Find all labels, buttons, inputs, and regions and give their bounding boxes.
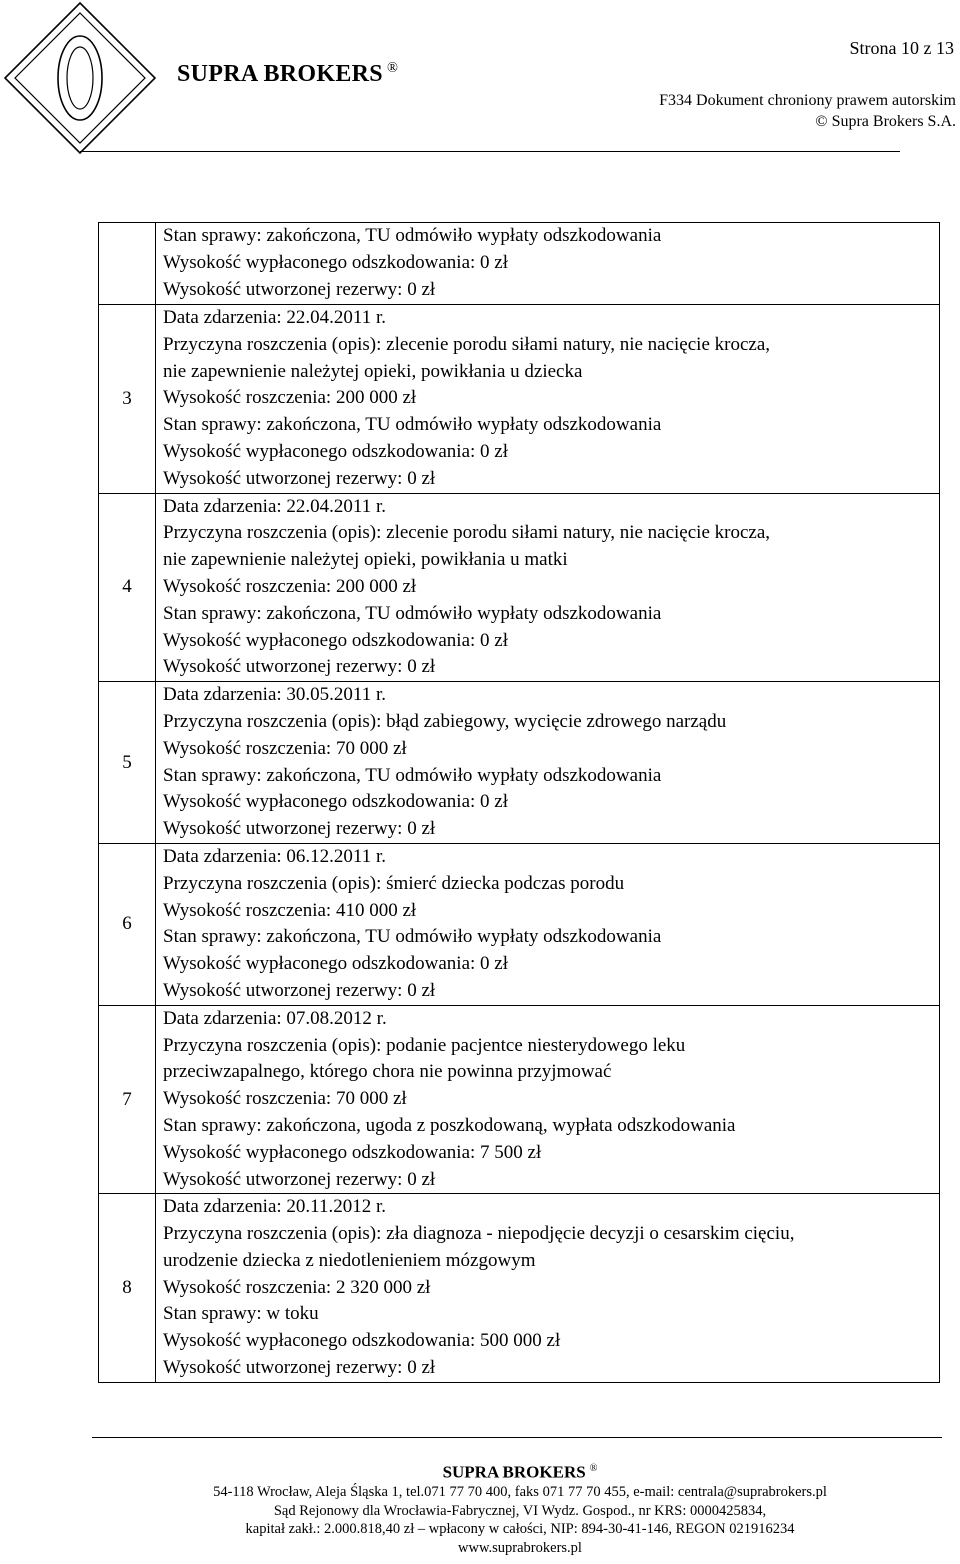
table-row <box>99 843 940 1005</box>
claim-detail-line: Przyczyna roszczenia (opis): zlecenie porodu siłami natury, nie nacięcie krocza, <box>163 522 771 544</box>
claim-number-cell: 4 <box>99 493 156 682</box>
page-number: Strona 10 z 13 <box>849 38 954 58</box>
claim-detail-line: Wysokość roszczenia: 200 000 zł <box>163 387 417 409</box>
claim-detail-line: Wysokość wypłaconego odszkodowania: 0 zł <box>163 791 508 813</box>
claim-detail-line: Wysokość roszczenia: 70 000 zł <box>163 737 407 759</box>
footer-divider <box>92 1437 942 1438</box>
footer-court: Sąd Rejonowy dla Wrocławia-Fabrycznej, VI Wydz. Gospod., nr KRS: 0000425834, <box>273 1502 767 1519</box>
claim-details-cell <box>156 682 940 844</box>
claim-detail-line: Wysokość utworzonej rezerwy: 0 zł <box>163 1357 436 1379</box>
header-divider <box>80 151 900 152</box>
claim-detail-line: Wysokość wypłaconego odszkodowania: 0 zł <box>163 629 508 651</box>
claim-detail-line: Wysokość utworzonej rezerwy: 0 zł <box>163 979 436 1001</box>
claim-detail-line: Wysokość utworzonej rezerwy: 0 zł <box>163 656 436 678</box>
claim-detail-line: Stan sprawy: zakończona, TU odmówiło wypłaty odszkodowania <box>163 764 662 786</box>
claim-detail-line: Stan sprawy: zakończona, TU odmówiło wypłaty odszkodowania <box>163 414 662 436</box>
claim-number-cell: 6 <box>99 843 156 1005</box>
footer-brand: SUPRA BROKERS ® <box>442 1462 598 1482</box>
claim-details-cell <box>156 223 940 305</box>
notice-line-1: F334 Dokument chroniony prawem autorskim <box>659 92 956 109</box>
claim-detail-line: Stan sprawy: zakończona, TU odmówiło wypłaty odszkodowania <box>163 225 662 247</box>
footer-address: 54-118 Wrocław, Aleja Śląska 1, tel.071 77 70 400, faks 071 77 70 455, e-mail: centrala@suprabrokers.pl <box>213 1484 827 1501</box>
claim-detail-line: Data zdarzenia: 07.08.2012 r. <box>163 1007 387 1029</box>
claim-detail-line: Wysokość wypłaconego odszkodowania: 500 000 zł <box>163 1330 561 1352</box>
claim-detail-line: Wysokość roszczenia: 410 000 zł <box>163 899 417 921</box>
claim-detail-line: Wysokość utworzonej rezerwy: 0 zł <box>163 1168 436 1190</box>
claim-detail-line: Wysokość wypłaconego odszkodowania: 7 500 zł <box>163 1141 542 1163</box>
footer <box>0 1460 960 1557</box>
supra-brokers-logo-icon <box>0 0 160 160</box>
table-row <box>99 682 940 844</box>
header-brand: SUPRA BROKERS ® <box>177 60 399 87</box>
claim-detail-line: Wysokość wypłaconego odszkodowania: 0 zł <box>163 252 508 274</box>
claim-detail-line: Przyczyna roszczenia (opis): podanie pacjentce niesterydowego leku <box>163 1034 686 1056</box>
claims-table <box>98 222 940 1383</box>
claim-detail-line: Data zdarzenia: 06.12.2011 r. <box>163 845 386 867</box>
claim-detail-line: Stan sprawy: zakończona, TU odmówiło wypłaty odszkodowania <box>163 602 662 624</box>
claim-number-cell: 3 <box>99 305 156 494</box>
claim-number-cell: 7 <box>99 1005 156 1194</box>
claim-detail-line: Przyczyna roszczenia (opis): błąd zabiegowy, wycięcie zdrowego narządu <box>163 710 727 732</box>
claim-detail-line: Wysokość utworzonej rezerwy: 0 zł <box>163 467 436 489</box>
notice-line-2: © Supra Brokers S.A. <box>815 113 956 130</box>
claim-details-cell <box>156 1005 940 1194</box>
claim-detail-line: Przyczyna roszczenia (opis): zlecenie porodu siłami natury, nie nacięcie krocza, <box>163 333 771 355</box>
copyright-notice <box>659 90 956 132</box>
claim-detail-line: Wysokość roszczenia: 2 320 000 zł <box>163 1276 431 1298</box>
table-row <box>99 1005 940 1194</box>
claim-number-cell: 5 <box>99 682 156 844</box>
claim-details-cell <box>156 843 940 1005</box>
claim-detail-line: Przyczyna roszczenia (opis): zła diagnoza - niepodjęcie decyzji o cesarskim cięciu, <box>163 1223 795 1245</box>
claim-detail-line: nie zapewnienie należytej opieki, powikłania u matki <box>163 549 568 571</box>
footer-capital: kapitał zakł.: 2.000.818,40 zł – wpłacony w całości, NIP: 894-30-41-146, REGON 021916234 <box>245 1521 795 1538</box>
claim-number-cell <box>99 223 156 305</box>
claim-detail-line: Wysokość roszczenia: 200 000 zł <box>163 575 417 597</box>
claim-details-cell <box>156 1194 940 1383</box>
claim-detail-line: nie zapewnienie należytej opieki, powikłania u dziecka <box>163 360 583 382</box>
claim-detail-line: Data zdarzenia: 30.05.2011 r. <box>163 684 386 706</box>
claim-detail-line: Stan sprawy: w toku <box>163 1303 319 1325</box>
claim-detail-line: Stan sprawy: zakończona, ugoda z poszkodowaną, wypłata odszkodowania <box>163 1114 736 1136</box>
claim-detail-line: Wysokość wypłaconego odszkodowania: 0 zł <box>163 953 508 975</box>
claim-detail-line: przeciwzapalnego, którego chora nie powinna przyjmować <box>163 1061 612 1083</box>
claim-detail-line: Data zdarzenia: 20.11.2012 r. <box>163 1196 386 1218</box>
claim-detail-line: Data zdarzenia: 22.04.2011 r. <box>163 307 386 328</box>
table-row <box>99 223 940 305</box>
table-row <box>99 493 940 682</box>
claim-details-cell <box>156 493 940 682</box>
claim-detail-line: Wysokość roszczenia: 70 000 zł <box>163 1088 407 1110</box>
claim-detail-line: Wysokość utworzonej rezerwy: 0 zł <box>163 818 436 840</box>
claim-details-cell <box>156 305 940 494</box>
claim-detail-line: Wysokość wypłaconego odszkodowania: 0 zł <box>163 440 508 462</box>
claim-number-cell: 8 <box>99 1194 156 1383</box>
table-row <box>99 305 940 494</box>
claim-detail-line: Przyczyna roszczenia (opis): śmierć dziecka podczas porodu <box>163 872 625 894</box>
claim-detail-line: Data zdarzenia: 22.04.2011 r. <box>163 495 386 517</box>
footer-website[interactable]: www.suprabrokers.pl <box>458 1539 582 1556</box>
claim-detail-line: urodzenie dziecka z niedotlenieniem mózgowym <box>163 1249 536 1271</box>
claim-detail-line: Stan sprawy: zakończona, TU odmówiło wypłaty odszkodowania <box>163 926 662 948</box>
claim-detail-line: Wysokość utworzonej rezerwy: 0 zł <box>163 278 436 300</box>
table-row <box>99 1194 940 1383</box>
